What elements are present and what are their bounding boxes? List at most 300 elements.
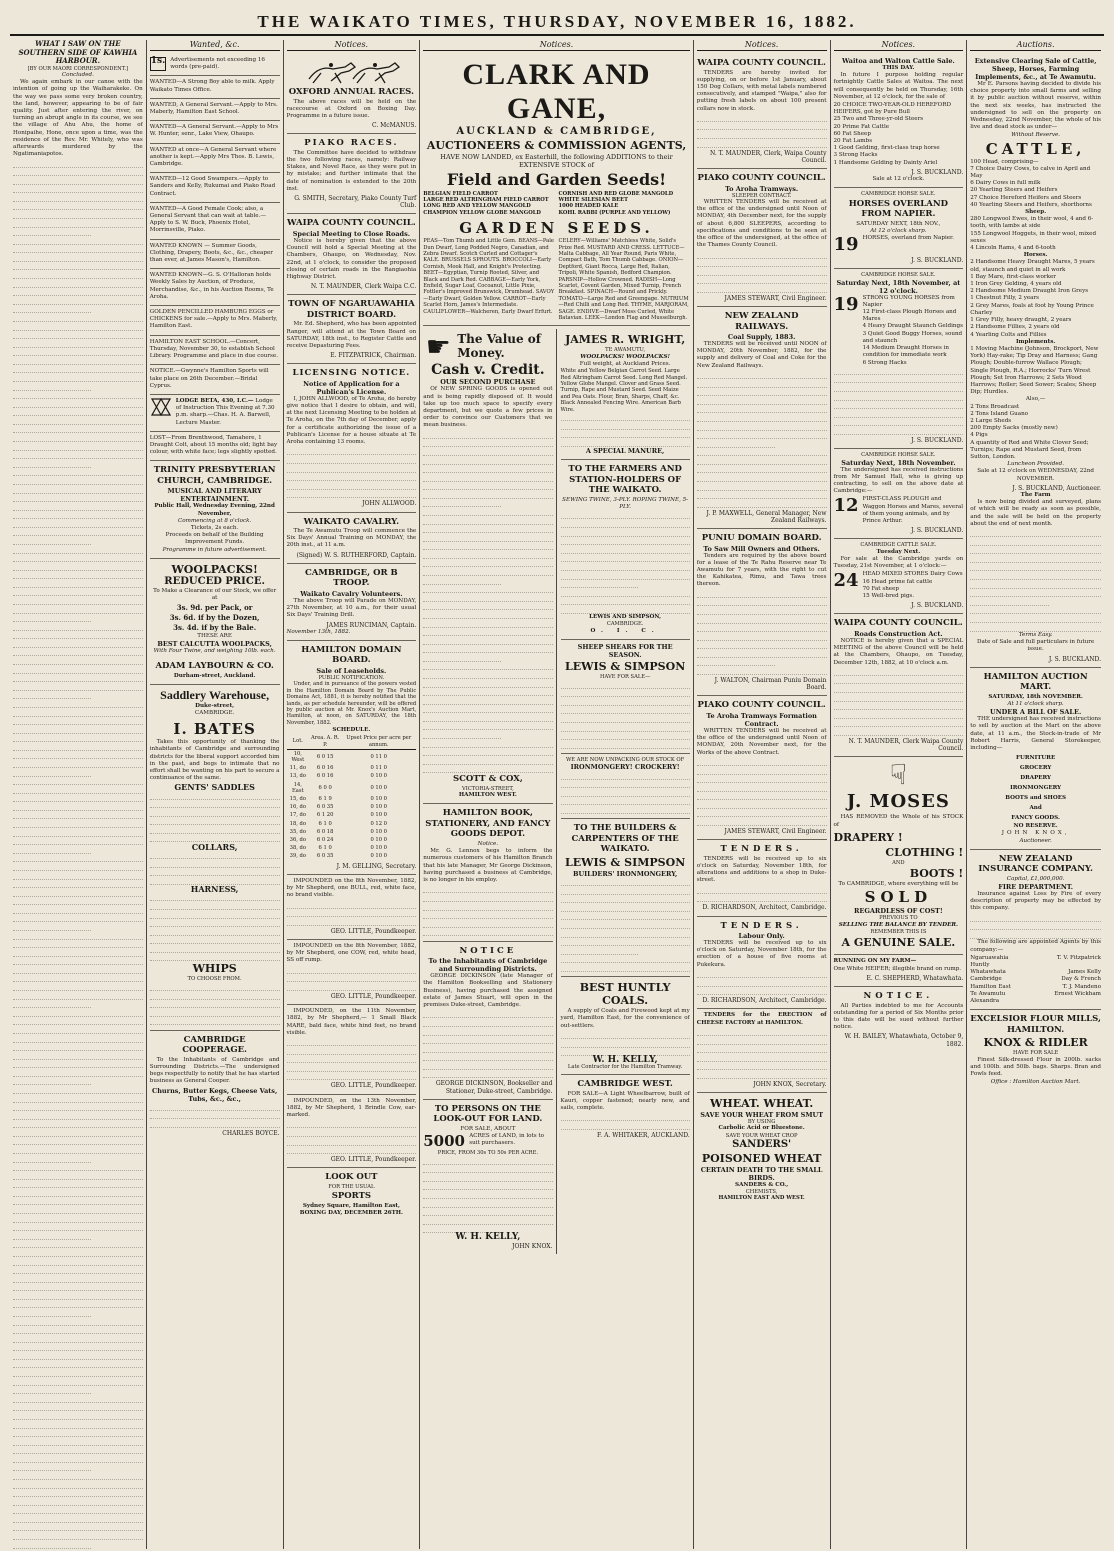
sheep-list xyxy=(970,216,1101,252)
waikato-cavalry-ad: WAIKATO CAVALRY. The Te Awamutu Troop will commence the Six Days' Annual Training on MONDAY, the 20th inst., at 11 a.m. (Signed) W. S. RUTHERFORD, Captain. xyxy=(287,513,417,564)
text-line xyxy=(970,589,1101,597)
text-line xyxy=(13,974,143,982)
table-cell: 6 0 35 xyxy=(316,853,334,860)
piako-formation-ad: PIAKO COUNTY COUNCIL. Te Aroha Tramways Formation Contract. WRITTEN TENDERS will be received at the office of the undersigned until Noon of MONDAY, 20th November next, for the Works of the above Contract. JAMES STEWART, Civil Engineer. xyxy=(697,696,827,840)
lewis-simpson-shears-ad: SHEEP SHEARS FOR THE SEASON. LEWIS & SIMPSON HAVE FOR SALE— xyxy=(561,640,690,754)
text-line xyxy=(970,606,1101,614)
text-line xyxy=(13,545,143,553)
text-line xyxy=(13,1189,143,1197)
text-line xyxy=(697,371,827,379)
agent-town: Huntly xyxy=(970,961,990,968)
text-line xyxy=(561,964,690,972)
text-line xyxy=(561,571,690,579)
bailey-notice-ad: NOTICE. All Parties indebted to me for Accounts outstanding for a period of Six Months prior to this date will be sued without further notice. W. H. BAILEY, Whatawhata, October 9, 1882. xyxy=(833,991,964,1048)
text-line xyxy=(13,451,143,459)
impounded-4: IMPOUNDED, on the 13th November, 1882, by Mr Shepherd, 1 Brindle Cow, ear-marked. GEO. LITTLE, Poundkeeper. xyxy=(287,1095,417,1169)
list-item: 16 Head prime fat cattle xyxy=(862,578,933,585)
text-line xyxy=(423,731,501,739)
text-line xyxy=(423,456,552,464)
table-header: Area. A. R. P. xyxy=(311,735,340,748)
list-item: 1 Bay Mare, first-class worker xyxy=(970,273,1056,280)
text-line xyxy=(561,706,690,714)
text-line xyxy=(13,931,143,939)
text-line xyxy=(13,1214,143,1222)
huntly-coals-ad: BEST HUNTLY COALS. A supply of Coals and Firewood kept at my yard, Hamilton East, for the convenience of out-settlers. W. H. KELLY, Late Contractor for the Hamilton Tramway. xyxy=(561,977,690,1075)
text-line xyxy=(13,520,143,528)
piako-sleeper-ad: PIAKO COUNTY COUNCIL. To Aroha Tramways. SLEEPER CONTRACT. WRITTEN TENDERS will be received at the office of the undersigned until Noon of MONDAY, 4th December next, for the supply of about 6,800 SLEEPERS, according to specifications and conditions to be seen at the office of the undersigned, at the office of the Thames County Council. JAMES STEWART, Civil Engineer. xyxy=(697,169,827,307)
text-line xyxy=(423,697,552,705)
impounded-3: IMPOUNDED, on the 11th November, 1882, by Mr Shepherd,— 1 Small Black MARE, bald face, white hind feet, no brand visible. GEO. LITTLE, Poundkeeper. xyxy=(287,1005,417,1095)
text-line xyxy=(13,1223,143,1231)
text-line xyxy=(561,520,690,528)
wright-ad: JAMES R. WRIGHT, TE AWAMUTU, WOOLPACKS! WOOLPACKS! Full weight, at Auckland Prices. White and Yellow Belgian Carrot Seed. Large Red Altringham Carrot Seed. Long Red Mangel. Yellow Globe Mangel. Clover and Grass Seed. Turnip, Rape and Mustard Seed. Seed Maize and Pea Oats. Flour, Bran, Sharps, Chaff, &c. Black Annealed Fencing Wire. American Barb Wire. A SPECIAL MANURE, xyxy=(561,329,690,460)
text-line xyxy=(13,434,143,442)
text-line xyxy=(13,1386,91,1394)
text-line xyxy=(13,665,143,673)
text-line xyxy=(13,1532,143,1540)
text-line xyxy=(970,563,1101,571)
column-head: Auctions. xyxy=(970,40,1101,51)
text-line xyxy=(13,185,143,193)
impounded-2: IMPOUNDED on the 8th November, 1882, by Mr Shepherd, one COW, red, white head, SS off rump. GEO. LITTLE, Poundkeeper. xyxy=(287,940,417,1005)
text-line xyxy=(13,751,143,759)
text-line xyxy=(13,460,91,468)
list-item: 3 Quiet Good Buggy Horses, sound and staunch xyxy=(862,330,963,344)
text-line xyxy=(423,482,552,490)
saturday-horse-sale-ad: CAMBRIDGE HORSE SALE. Saturday Next, 18th November, at 12 o'clock. 19 STRONG YOUNG HORSES from Napier 12 First-class Plough Horses and Mares 4 Heavy Draught Staunch Geldings 3 Quiet Good Buggy Horses, sound and staunch 14 Medium Draught Horses in condition for immediate work 6 Strong Hacks J. S. BUCKLAND. xyxy=(834,269,964,449)
text-line xyxy=(13,1352,143,1360)
text-line xyxy=(697,766,827,774)
agent-town: Ngaruawahia xyxy=(970,954,1009,961)
text-line xyxy=(697,379,827,387)
text-line xyxy=(970,572,1101,580)
text-line xyxy=(13,1335,143,1343)
column-head: Notices. xyxy=(834,40,964,51)
text-line xyxy=(287,1120,417,1128)
list-item: 2 Handsome Medium Draught Iron Greys xyxy=(970,288,1089,295)
list-item: CORNISH AND RED GLOBE MANGOLD xyxy=(558,190,674,197)
text-line xyxy=(13,1120,143,1128)
text-line xyxy=(697,457,827,465)
text-line xyxy=(13,786,143,794)
list-item: 1 Handsome Gelding by Dainty Ariel xyxy=(833,159,938,166)
text-line xyxy=(13,588,143,596)
list-item: LARGE RED ALTRINGHAM FIELD CARROT xyxy=(423,196,549,203)
pointing-hand-icon: ☛ xyxy=(425,330,451,364)
text-line xyxy=(970,914,1101,922)
text-line xyxy=(150,826,280,834)
agent-row xyxy=(970,962,1101,969)
text-line xyxy=(287,900,417,908)
wanted-8: WANTED KNOWN—G. S. O'Halloran holds Weekly Sales by Auction, of Produce, Merchandise, &c., in his Auction Rooms, Te Aroha. xyxy=(150,269,280,306)
text-line xyxy=(13,1257,143,1265)
text-line xyxy=(561,698,690,706)
text-line xyxy=(561,413,690,421)
text-line xyxy=(13,1163,143,1171)
list-item: STRONG YOUNG HORSES from Napier xyxy=(862,294,955,308)
text-line xyxy=(423,722,552,730)
table-cell: 36, do xyxy=(289,837,306,843)
table-cell: 6 0 35 xyxy=(316,804,334,811)
text-line xyxy=(697,431,827,439)
text-line xyxy=(697,1054,827,1062)
text-line xyxy=(13,1360,143,1368)
text-line xyxy=(561,430,690,438)
agent-row xyxy=(970,955,1101,962)
text-line xyxy=(423,431,552,439)
text-line xyxy=(13,219,143,227)
table-row xyxy=(287,811,417,819)
list-item: 2 Grey Mares, foals at foot by Young Prince Charley xyxy=(970,302,1094,316)
text-line xyxy=(423,1053,552,1061)
cooperage-ad: CAMBRIDGE COOPERAGE. To the Inhabitants of Cambridge and Surrounding Districts.—The undersigned begs respectfully to notify that he has started business as General Cooper. Churns, Butter Kegs, Cheese Vats, Tubs, &c., &c., CHARLES BOYCE. xyxy=(149,1034,280,1137)
text-line xyxy=(150,927,280,935)
text-line xyxy=(13,1009,143,1017)
text-line xyxy=(13,1249,143,1257)
table-cell: 0 10 0 xyxy=(370,784,387,791)
table-cell: 6 0 0 xyxy=(318,784,332,791)
text-line xyxy=(561,740,690,748)
text-line xyxy=(423,928,552,936)
wanted-1: WANTED—A Strong Boy able to milk. Apply Waikato Times Office. xyxy=(150,76,280,98)
text-line xyxy=(423,714,552,722)
article-lead: We again embark in our canoe with the intention of going up the Waiharakeke. On the way we pass some very broken country, the land, however, appearing to be of fair quality. Just after entering the river, on turning an abrupt angle in its course, we see the village of Ahu Ahu, the home of Honipaihe, Hone, once upon a time, was the residence of the Rev. Mr. Whitely, who was afterwards murdered by the Ngatimaniapotos. xyxy=(13,79,143,158)
text-line xyxy=(423,491,552,499)
text-line xyxy=(150,991,280,999)
agent-town: Cambridge xyxy=(970,976,1002,983)
agent-name: T. V. Fitzpatrick xyxy=(1056,954,1101,961)
table-cell: 17, do xyxy=(289,812,306,819)
table-cell: 13, do xyxy=(289,773,306,780)
also-list xyxy=(970,404,1101,462)
list-item: 40 Yearling Steers and Heifers, shorthorns xyxy=(970,201,1092,208)
text-line xyxy=(561,511,690,519)
table-cell: 35, do xyxy=(289,828,306,835)
text-line xyxy=(287,1137,417,1145)
text-line xyxy=(697,801,827,809)
text-line xyxy=(13,1137,143,1145)
schedule-table xyxy=(287,734,417,860)
text-line xyxy=(834,375,964,383)
text-line xyxy=(423,576,501,584)
text-line xyxy=(150,1120,280,1128)
text-line xyxy=(423,499,501,507)
text-line xyxy=(697,809,827,817)
list-item: LONG RED AND YELLOW MANGOLD xyxy=(423,203,531,210)
list-item: 4 Yearling Colts and Fillies xyxy=(970,331,1047,338)
text-line xyxy=(13,1377,143,1385)
text-line xyxy=(13,1017,143,1025)
text-line xyxy=(697,422,827,430)
lewis-simpson-builders-ad: TO THE BUILDERS & CARPENTERS OF THE WAIKATO. LEWIS & SIMPSON BUILDERS' IRONMONGERY, xyxy=(561,819,690,977)
text-line xyxy=(13,502,143,510)
text-line xyxy=(13,1300,143,1308)
text-line xyxy=(150,791,280,799)
text-line xyxy=(150,910,280,918)
wanted-2: WANTED, A General Servant.—Apply to Mrs. Maberly, Hamilton East School. xyxy=(150,99,280,121)
text-line xyxy=(13,468,143,476)
text-line xyxy=(13,1455,143,1463)
text-line xyxy=(697,482,827,490)
text-line xyxy=(834,693,964,701)
list-item: WHITE SILESIAN BEET xyxy=(558,196,628,203)
running-farm-ad: RUNNING ON MY FARM— One White HEIFER; illegible brand on rump. E. C. SHEPHERD, Whatawhata. xyxy=(834,955,964,987)
text-line xyxy=(697,114,827,122)
list-item: 6 Strong Hacks xyxy=(862,359,907,366)
text-line xyxy=(13,1506,143,1514)
list-item: 6 Dairy Cows in full milk xyxy=(970,180,1041,187)
text-line xyxy=(13,365,143,373)
hall-horse-sale-ad: CAMBRIDGE HORSE SALE. Saturday Next, 18th November. The undersigned has received instructions from Mr Samuel Hall, who is giving up contracting, to sell on the above date at Cambridge:— 12 FIRST-CLASS PLOUGH and Waggon Horses and Mares, several of them young animals, and by Prince Arthur. J. S. BUCKLAND. xyxy=(834,449,964,539)
article-byline: [BY OUR MAORI CORRESPONDENT.] xyxy=(27,65,129,72)
saddlery-ad: Saddlery Warehouse, Duke-street, CAMBRIDGE. I. BATES Takes this opportunity of thanking the inhabitants of Cambridge and surrounding districts for the liberal support accorded him in the past, and begs to intimate that no effort shall be wanting on his part to secure a continuance of the same. GENTS' SADDLES COLLARS, HARNESS, WHIPS TO CHOOSE FROM. xyxy=(150,685,280,1031)
list-item: 280 Longwool Ewes, in their wool, 4 and 6-tooth, with lambs at side xyxy=(970,216,1094,230)
text-line xyxy=(13,914,143,922)
text-line xyxy=(561,886,690,894)
text-line xyxy=(561,806,690,814)
mart-goods-list xyxy=(970,753,1101,823)
text-line xyxy=(561,904,690,912)
text-line xyxy=(423,1182,552,1190)
text-line xyxy=(697,276,827,284)
text-line xyxy=(423,594,552,602)
text-line xyxy=(13,159,143,167)
text-line xyxy=(423,705,552,713)
agent-name: T. J. Mandeno xyxy=(1062,983,1101,990)
text-line xyxy=(287,456,417,464)
text-line xyxy=(13,657,143,665)
text-line xyxy=(13,1172,143,1180)
garden-seeds-right: CELERY—Williams' Matchless White, Solid's Prize Red. MUSTARD AND CRESS. LETTUCE—Malta Cabbage, All Year Round, Paris White, Compact Bath, Tom Thumb Cabbage. ONION—Deptford, Giant Rocca, Large Red, Italian, Tripoli, White Spanish, Bedford Champion. PARSNIP—Hollow Crowned. RADISH—Long Scarlet, Covent Garden, Mixed Turnip, French Breakfast. SPINACH—Round and Prickly. TOMATO—Large Red and Greengage. NUTRIUM—Red Chilli and Long Red. THYME, MARJORAM, SAGE. ENDIVE—Dwarf Moss Curled, White Batavian. LEEK—London Flag and Musselburgh. xyxy=(558,238,689,321)
text-line xyxy=(13,906,143,914)
text-line xyxy=(561,789,690,797)
wanted-4: WANTED at once—A General Servant where another is kept.—Apply Mrs Thos. B. Lewis, Cambridge. xyxy=(150,144,280,174)
text-line xyxy=(561,1122,690,1130)
table-cell: 6 0 15 xyxy=(316,753,334,760)
text-line xyxy=(13,1060,143,1068)
table-row xyxy=(287,803,417,811)
text-line xyxy=(13,1317,143,1325)
text-line xyxy=(423,1036,552,1044)
text-line xyxy=(13,1420,143,1428)
text-line xyxy=(13,949,143,957)
text-line xyxy=(697,615,827,623)
text-line xyxy=(834,728,964,736)
text-line xyxy=(13,1266,143,1274)
text-line xyxy=(13,494,143,502)
table-cell: 10, West xyxy=(291,750,305,763)
text-line xyxy=(13,177,143,185)
table-cell: 11, do xyxy=(289,765,306,772)
text-line xyxy=(423,1019,552,1027)
text-line xyxy=(423,1062,552,1070)
text-line xyxy=(13,1240,143,1248)
text-line xyxy=(13,957,143,965)
column-head: Wanted, &c. xyxy=(150,40,280,51)
text-line xyxy=(13,1154,91,1162)
list-item: FANCY GOODS. xyxy=(1011,815,1060,822)
list-item: GROCERY xyxy=(1019,765,1052,772)
text-line xyxy=(287,464,417,472)
ngaruawahia-board-ad: TOWN OF NGARUAWAHIA DISTRICT BOARD. Mr. Ed. Shepherd, who has been appointed Ranger, will attend at the Town Board on SATURDAY, 18th inst., to Register Cattle and receive Depasturing Fees. E. FITZPATRICK, Chairman. xyxy=(287,295,417,364)
text-line xyxy=(423,654,501,662)
text-line xyxy=(423,585,552,593)
text-line xyxy=(287,909,417,917)
text-line xyxy=(13,811,143,819)
article-concluded: Concluded. xyxy=(61,71,94,78)
golden-eggs-ad: GOLDEN PENCILLED HAMBURG EGGS or CHICKENS for sale.—Apply to Mrs. Maberly, Hamilton East. xyxy=(150,306,280,336)
text-line xyxy=(561,680,690,688)
cattle-list xyxy=(863,571,964,600)
text-line xyxy=(13,442,143,450)
agent-name: James Kelly xyxy=(1068,969,1101,976)
lodge-emblem-icon xyxy=(150,398,172,427)
text-line xyxy=(697,650,827,658)
text-line xyxy=(423,465,552,473)
text-line xyxy=(13,254,143,262)
text-line xyxy=(13,1412,143,1420)
text-line xyxy=(13,1051,143,1059)
text-line xyxy=(287,1055,417,1063)
text-line xyxy=(834,384,964,392)
agent-town: Alexandra xyxy=(970,997,1000,1004)
text-line xyxy=(13,983,143,991)
text-line xyxy=(13,923,91,931)
text-line xyxy=(697,818,827,826)
text-line xyxy=(970,538,1101,546)
list-item: 20 CHOICE TWO-YEAR-OLD HEREFORD HEIFERS, got by Pure Bull xyxy=(833,102,951,116)
text-line xyxy=(561,1031,690,1039)
text-line xyxy=(697,607,827,615)
text-line xyxy=(287,473,417,481)
text-line xyxy=(150,1017,280,1025)
text-line xyxy=(13,820,143,828)
text-line xyxy=(13,1472,143,1480)
list-item: BELGIAN FIELD CARROT xyxy=(423,190,498,197)
text-line xyxy=(13,648,143,656)
text-line xyxy=(561,878,690,886)
text-line xyxy=(423,611,552,619)
text-line xyxy=(697,590,827,598)
text-line xyxy=(423,757,552,765)
text-line xyxy=(287,983,417,991)
excelsior-mills-ad: EXCELSIOR FLOUR MILLS, HAMILTON. KNOX & RIDLER HAVE FOR SALE Finest Silk-dressed Flour in 200lb. sacks and 100lb. and 50lb. bags. Sharps. Bran and Fowls feed. Office : Hamilton Auction Mart. xyxy=(970,1014,1101,1086)
text-line xyxy=(13,726,143,734)
text-line xyxy=(423,688,552,696)
text-line xyxy=(13,425,143,433)
masthead: THE WAIKATO TIMES, THURSDAY, NOVEMBER 16, 1882. xyxy=(10,6,1104,36)
text-line xyxy=(561,537,690,545)
piako-races-ad: PIAKO RACES. The Committee have decided to withdraw the two following races, namely: Railway Stakes, and Novel Race, as they were put in by mistake; and further intimate that the date of nomination is extended to the 20th inst. G. SMITH, Secretary, Piako County Turf Club. xyxy=(287,134,417,214)
table-cell: 0 11 0 xyxy=(370,765,387,772)
text-line xyxy=(150,1000,280,1008)
text-line xyxy=(423,885,552,893)
lodge-ad: LODGE BETA, 430, I.C.— Lodge of Instruction This Evening at 7.30 p.m. sharp.—Chas. H. A. Barwell, Lecture Master. xyxy=(150,395,280,432)
table-row xyxy=(287,828,417,836)
hamilton-book-depot-ad: HAMILTON BOOK, STATIONERY, AND FANCY GOODS DEPOT. Notice. Mr. G. Lennox begs to inform the numerous customers of his Hamilton Branch that his late Manager, Mr George Dickinson, having purchased a business at Cambridge, is no longer in his employ. xyxy=(423,804,552,941)
text-line xyxy=(287,447,417,455)
text-line xyxy=(834,418,964,426)
text-line xyxy=(423,525,552,533)
cambridge-cattle-sale-ad: CAMBRIDGE CATTLE SALE. Tuesday Next. For sale at the Cambridge yards on Tuesday, 21st November, at 1 o'clock:— 24 HEAD MIXED STORES Dairy Cows 16 Head prime fat cattle 70 Fat sheep 15 Well-bred pigs. J. S. BUCKLAND. xyxy=(834,539,964,614)
text-line xyxy=(150,919,280,927)
text-line xyxy=(13,1094,143,1102)
text-line xyxy=(561,439,690,447)
text-line xyxy=(13,202,143,210)
text-line xyxy=(561,912,690,920)
list-item: A quantity of Red and White Clover Seed; Turnips; Rape and Mustard Seed, from Sutton, London. xyxy=(970,439,1089,460)
wanted-6: WANTED—A Good Female Cook; also, a General Servant that can wait at table.—Apply to S. W. Buck, Phoenix Hotel, Morrinsville, Piako. xyxy=(150,203,280,240)
table-cell: 39, do xyxy=(289,853,306,860)
text-line xyxy=(13,940,143,948)
text-line xyxy=(13,314,143,322)
agent-row xyxy=(970,998,1101,1005)
puniu-domain-ad: PUNIU DOMAIN BOARD. To Saw Mill Owners and Others. Tenders are required by the above board for a lease of the Te Rahu Reserve near Te Awamutu for 7 years, with the right to cut the Kahikatea, Rimu, and Tawa trees thereon. J. WALTON, Chairman Puniu Domain Board. xyxy=(697,529,827,696)
text-line xyxy=(423,534,552,542)
text-line xyxy=(13,837,143,845)
text-line xyxy=(13,674,143,682)
text-line xyxy=(834,401,964,409)
parsons-clearing-sale-ad: Extensive Clearing Sale of Cattle, Sheep, Horses, Farming Implements, &c., at Te Awamutu. Mr E. Parsons having decided to divide his choice property into small farms and selling it by public auction without reserve, within the next six weeks, has instructed the undersigned to sell on the property on Wednesday, 22nd November, the whole of his live and dead stock as under— Without Reserve. CATTLE, 100 Head, comprising— 7 Choice Dairy Cows, to calve in April and May 6 Dairy Cows in full milk 20 Yearling Steers and Heifers 27 Choice Hereford Heifers and Steers 40 Yearling Steers and Heifers, shorthorns Sheep. 280 Longwool Ewes, in their wool, 4 and 6-tooth, with lambs at side 155 Longwool Hoggets, in their wool, mixed sexes 4 Lincoln Rams, 4 and 6-tooth Horses. 2 Handsome Heavy Draught Mares, 5 years old, staunch and quiet in all work 1 Bay Mare, first-class worker 1 Iron Grey Gelding, 4 years old 2 Handsome Medium Draught Iron Greys 1 Chestnut Filly, 2 years 2 Grey Mares, foals at foot by Young Prince Charley 1 Grey Filly, heavy draught, 2 years 2 Handsome Fillies, 2 years old 4 Yearling Colts and Fillies Implements. 1 Moving Machine (Johnson, Brockport, New York) Hay-rake; Tip Dray and Harness; Gang Plough; Double-furrow Wallace Plough; Single Plough, R.A.; Horrocks' Turn Wrest Plough; Set Iron Harrows; 2 Sets Wood Harrows; Roller; Seed Sower; Scales; Sheep Dip; Hurdles. Also,— 2 Tons Broadcast 2 Tons Island Guano 2 Large Sheds 200 Empty Sacks (mostly new) 4 Pigs A quantity of Red and White Clover Seed; Turnips; Rape and Mustard Seed, from Sutton, London. Luncheon Provided. Sale at 12 o'clock on WEDNESDAY, 22nd NOVEMBER. J. S. BUCKLAND, Auctioneer. The Farm Is now being divided and surveyed, plans of which will be ready as soon as possible, and the sale will be held on the property about the end of next month. Terms Easy. Date of Sale and full particulars in future issue. J. S. BUCKLAND. xyxy=(970,54,1101,668)
text-line xyxy=(13,1086,143,1094)
text-line xyxy=(13,623,143,631)
text-line xyxy=(13,1146,143,1154)
text-line xyxy=(697,792,827,800)
text-line xyxy=(13,1103,143,1111)
text-line xyxy=(13,1077,91,1085)
list-item: 25 Two and Three-yr-old Steers xyxy=(833,116,924,123)
text-line xyxy=(13,485,143,493)
text-line xyxy=(13,297,143,305)
text-line xyxy=(561,732,690,740)
text-line xyxy=(13,1043,143,1051)
list-item: 1 Chestnut Filly, 2 years xyxy=(970,295,1040,302)
text-line xyxy=(561,689,690,697)
text-line xyxy=(423,765,552,773)
list-item: 2 Tons Broadcast xyxy=(970,403,1020,410)
text-line xyxy=(13,1498,143,1506)
table-cell: 0 10 0 xyxy=(370,837,387,843)
text-line xyxy=(13,271,143,279)
text-line xyxy=(561,955,690,963)
pointing-hand-icon: ☟ xyxy=(889,758,907,792)
table-header: Lot. xyxy=(287,734,310,749)
table-header: Upset Price per acre per annum. xyxy=(341,734,416,749)
text-line xyxy=(13,828,143,836)
text-line xyxy=(287,1146,417,1154)
field-seeds-right xyxy=(559,191,690,217)
text-line xyxy=(13,854,143,862)
column-1 xyxy=(10,40,147,1549)
text-line xyxy=(13,339,143,347)
agent-row xyxy=(970,991,1101,998)
text-line xyxy=(150,1103,280,1111)
text-line xyxy=(13,708,143,716)
table-cell: 6 1 9 xyxy=(318,795,332,802)
list-item: 2 Large Sheds xyxy=(970,417,1012,424)
table-cell: 0 11 0 xyxy=(370,753,387,760)
list-item: 1000 HEADED KALE xyxy=(558,203,619,210)
text-line xyxy=(970,615,1101,623)
text-line xyxy=(561,1113,690,1121)
text-line xyxy=(13,262,143,270)
text-line xyxy=(697,598,827,606)
text-line xyxy=(423,894,552,902)
table-cell: 0 12 0 xyxy=(370,820,387,827)
moses-ad: ☟ J. MOSES HAS REMOVED the Whole of his STOCK of DRAPERY ! CLOTHING ! AND BOOTS ! To CAMBRIDGE, where everything will be SOLD REGARDLESS OF COST! PREVIOUS TO SELLING THE BALANCE BY TENDER. REMEMBER THIS IS A GENUINE SALE. xyxy=(834,757,964,955)
list-item: DRAPERY xyxy=(1020,775,1052,782)
text-line xyxy=(13,357,143,365)
